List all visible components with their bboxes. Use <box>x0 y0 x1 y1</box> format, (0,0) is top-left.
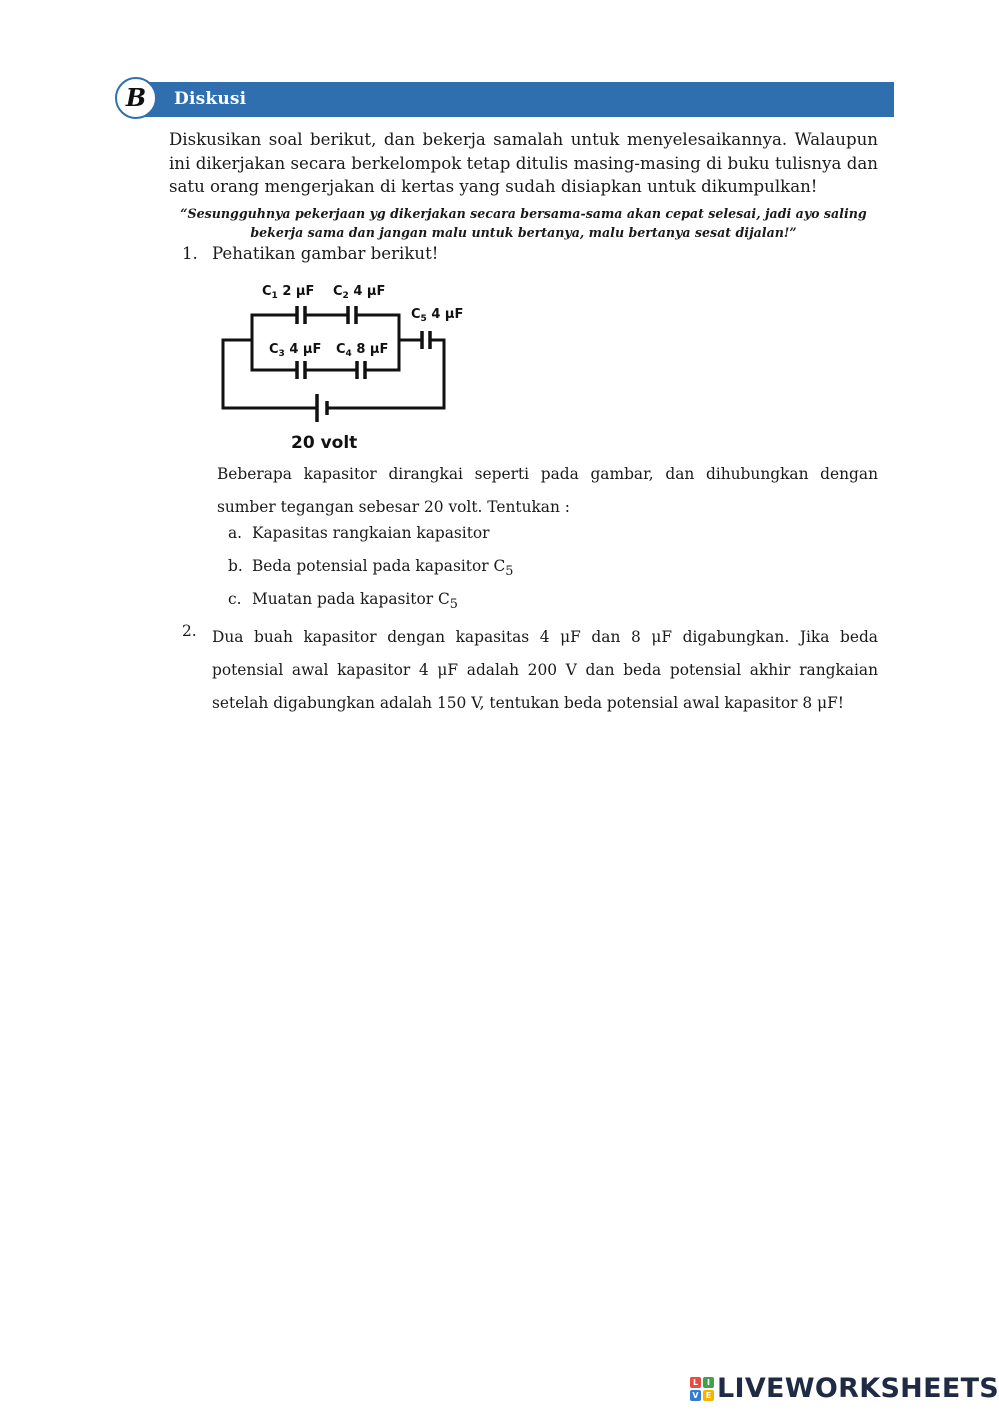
question-1-item-a: Kapasitas rangkaian kapasitor <box>252 524 490 542</box>
logo-tile: L <box>690 1377 701 1388</box>
question-1-prompt: Pehatikan gambar berikut! <box>212 244 439 263</box>
section-badge <box>115 77 157 119</box>
question-1-item-b: Beda potensial pada kapasitor $C_5$ <box>252 557 514 580</box>
label-c4: $C_4$ 8 μF <box>336 342 389 359</box>
logo-text: LIVEWORKSHEETS <box>717 1373 999 1404</box>
logo-tile: I <box>703 1377 714 1388</box>
capacitor-circuit-diagram <box>212 275 482 457</box>
question-2-text: Dua buah kapasitor dengan kapasitas 4 μF dan 8 μF digabungkan. Jika beda potensial awal kapasitor 4 μF adalah 200 V dan beda potensial akhir rangkaian setelah digabungkan adalah 150 V, tentukan beda potensial awal kapasitor 8 μF! <box>212 628 878 712</box>
question-1-item-b-letter: b. <box>228 557 243 575</box>
section-header-bar <box>137 82 894 117</box>
motivational-quote: “Sesungguhnya pekerjaan yg dikerjakan secara bersama-sama akan cepat selesai, jadi ayo saling bekerja sama dan jangan malu untuk bertanya, malu bertanya sesat dijalan!” <box>180 206 867 240</box>
logo-tiles-icon <box>690 1377 714 1401</box>
question-1-item-c: Muatan pada kapasitor $C_5$ <box>252 590 458 613</box>
section-badge-letter: B <box>125 83 147 112</box>
label-source-voltage: 20 volt <box>291 433 358 453</box>
logo-tile: V <box>690 1390 701 1401</box>
question-1-description: Beberapa kapasitor dirangkai seperti pada gambar, dan dihubungkan dengan sumber tegangan sebesar 20 volt. Tentukan : <box>217 465 878 516</box>
label-c1: $C_1$ 2 μF <box>262 284 315 301</box>
question-1-item-c-letter: c. <box>228 590 242 608</box>
section-title: Diskusi <box>174 89 247 109</box>
intro-paragraph: Diskusikan soal berikut, dan bekerja samalah untuk menyelesaikannya. Walaupun ini dikerjakan secara berkelompok tetap ditulis masing-masing di buku tulisnya dan satu orang mengerjakan di kertas yang sudah disiapkan untuk dikumpulkan! <box>169 130 878 196</box>
liveworksheets-logo <box>690 1373 999 1404</box>
question-1-number: 1. <box>182 244 198 263</box>
question-1-item-a-letter: a. <box>228 524 243 542</box>
question-2-number: 2. <box>182 622 197 640</box>
label-c2: $C_2$ 4 μF <box>333 284 386 301</box>
label-c3: $C_3$ 4 μF <box>269 342 322 359</box>
logo-tile: E <box>703 1390 714 1401</box>
label-c5: $C_5$ 4 μF <box>411 307 464 324</box>
